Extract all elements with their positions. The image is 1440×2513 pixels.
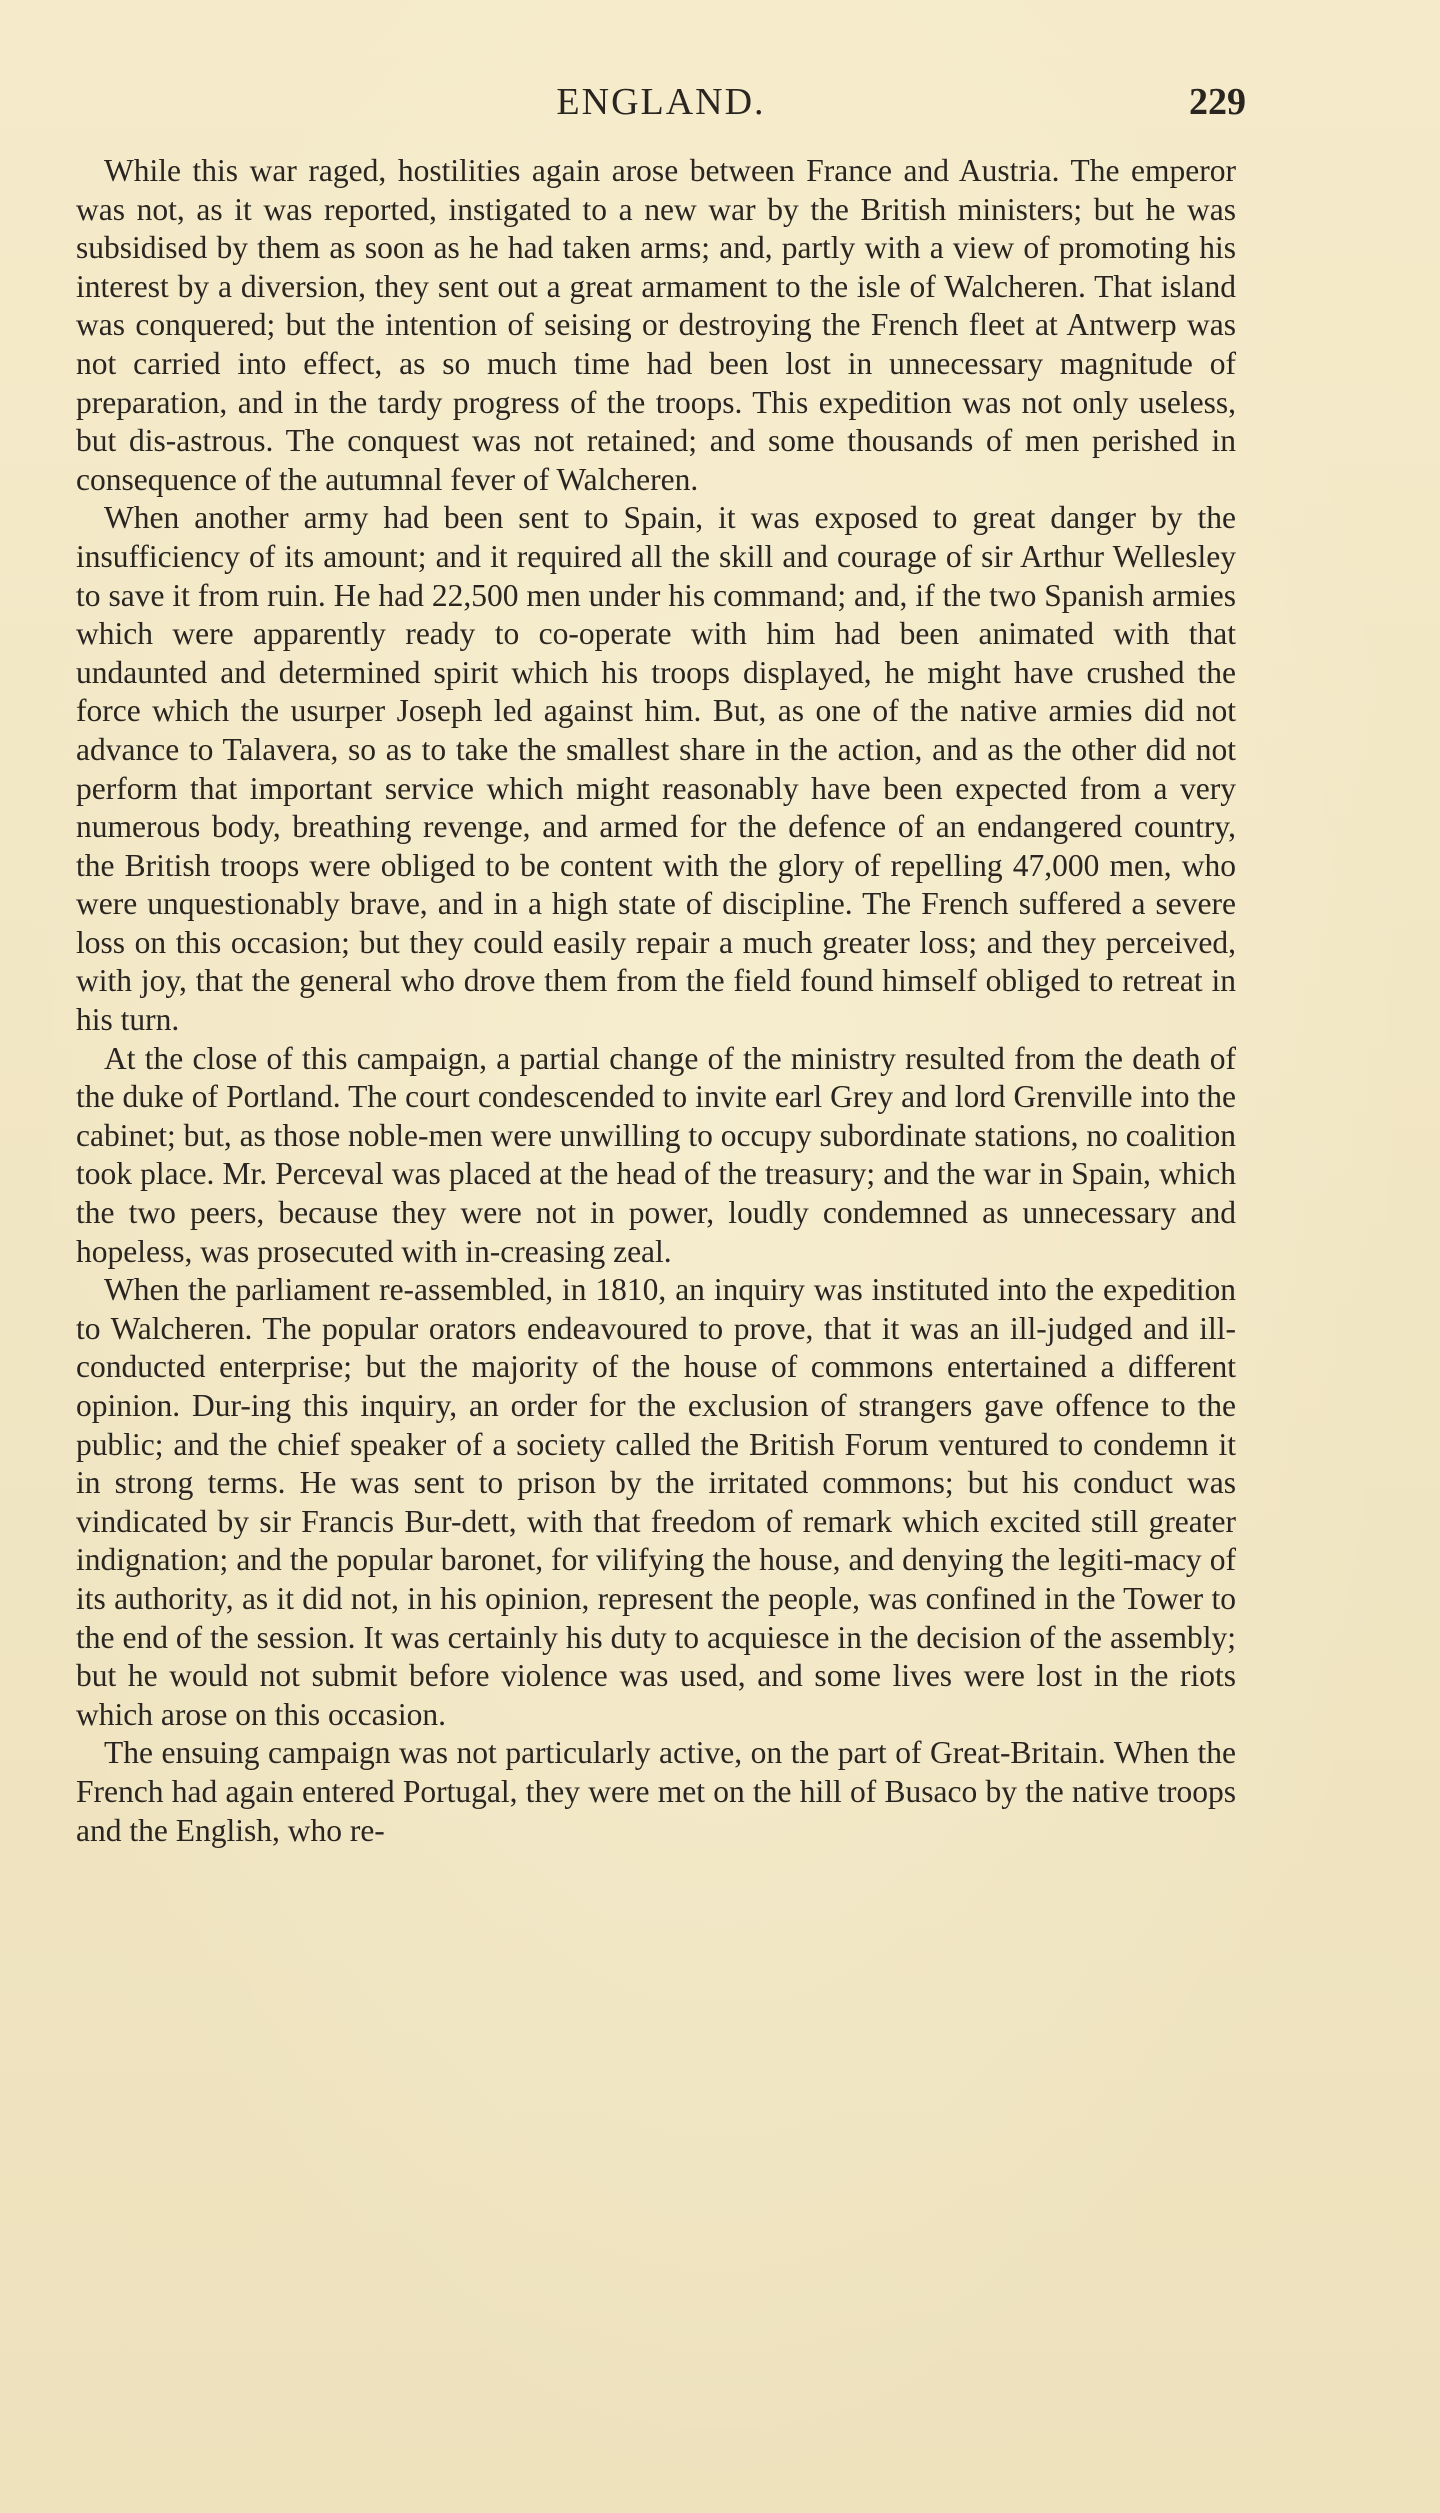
running-title: ENGLAND. bbox=[556, 81, 766, 123]
paragraph-ministry-change: At the close of this campaign, a partial change of the ministry resulted from the death of the duke of Portland. The court condescended to invite earl Grey and lord Grenville into the cabinet; but, as those noble-men were unwilling to occupy subordinate stations, no coalition took place. Mr. Perceval was placed at the head of the treasury; and the war in Spain, which the two peers, because they were not in power, loudly condemned as unnecessary and hopeless, was prosecuted with in-creasing zeal. bbox=[76, 1040, 1236, 1269]
running-head bbox=[76, 78, 1246, 126]
page-number: 229 bbox=[1189, 81, 1246, 123]
paragraph-busaco: The ensuing campaign was not particularly active, on the part of Great-Britain. When the French had again entered Portugal, they were met on the hill of Busaco by the native troops and the English, who re- bbox=[76, 1735, 1236, 1848]
paragraph-talavera: When another army had been sent to Spain, it was exposed to great danger by the insufficiency of its amount; and it required all the skill and courage of sir Arthur Wellesley to save it from ruin. He had 22,500 men under his command; and, if the two Spanish armies which were apparently ready to co-operate with him had been animated with that undaunted and determined spirit which his troops displayed, he might have crushed the force which the usurper Joseph led against him. But, as one of the native armies did not advance to Talavera, so as to take the smallest share in the action, and as the other did not perform that important service which might reasonably have been expected from a very numerous body, breathing revenge, and armed for the defence of an endangered country, the British troops were obliged to be content with the glory of repelling 47,000 men, who were unquestionably brave, and in a high state of discipline. The French suffered a severe loss on this occasion; but they could easily repair a much greater loss; and they perceived, with joy, that the general who drove them from the field found himself obliged to retreat in his turn. bbox=[76, 500, 1236, 1038]
body-text bbox=[76, 152, 1236, 1850]
paragraph-walcheren: While this war raged, hostilities again arose between France and Austria. The emperor was not, as it was reported, instigated to a new war by the British ministers; but he was subsidised by them as soon as he had taken arms; and, partly with a view of promoting his interest by a diversion, they sent out a great armament to the isle of Walcheren. That island was conquered; but the intention of seising or destroying the French fleet at Antwerp was not carried into effect, as so much time had been lost in unnecessary magnitude of preparation, and in the tardy progress of the troops. This expedition was not only useless, but dis-astrous. The conquest was not retained; and some thousands of men perished in consequence of the autumnal fever of Walcheren. bbox=[76, 153, 1236, 497]
paragraph-parliament-inquiry: When the parliament re-assembled, in 1810, an inquiry was instituted into the expedition to Walcheren. The popular orators endeavoured to prove, that it was an ill-judged and ill-conducted enterprise; but the majority of the house of commons entertained a different opinion. Dur-ing this inquiry, an order for the exclusion of strangers gave offence to the public; and the chief speaker of a society called the British Forum ventured to condemn it in strong terms. He was sent to prison by the irritated commons; but his conduct was vindicated by sir Francis Bur-dett, with that freedom of remark which excited still greater indignation; and the popular baronet, for vilifying the house, and denying the legiti-macy of its authority, as it did not, in his opinion, represent the people, was confined in the Tower to the end of the session. It was certainly his duty to acquiesce in the decision of the assembly; but he would not submit before violence was used, and some lives were lost in the riots which arose on this occasion. bbox=[76, 1272, 1236, 1732]
